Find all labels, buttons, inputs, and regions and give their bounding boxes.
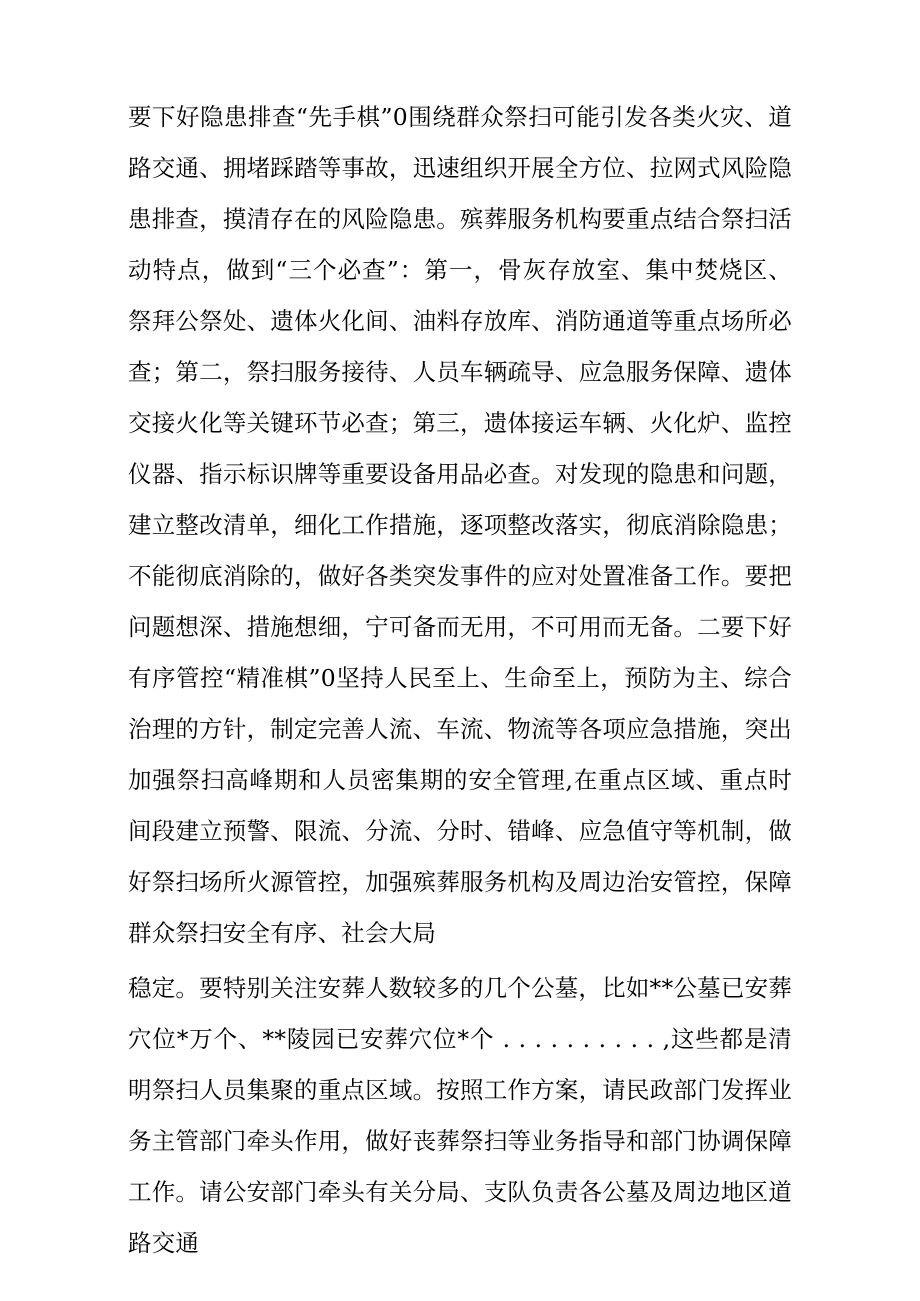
- paragraph-2: 稳定。要特别关注安葬人数较多的几个公墓，比如**公墓已安葬穴位*万个、**陵园已安葬穴位*个 . . . . . . . . . . ,这些都是清明祭扫人员集聚的重点区域。按照工作方案，请民政部门发挥业务主管部门牵头作用，做好丧葬祭扫等业务指导和部门协调保障工作。请公安部门牵头有关分局、支队负责各公墓及周边地区道路交通: [128, 974, 792, 1257]
- paragraph-1: 要下好隐患排查“先手棋”0围绕群众祭扫可能引发各类火灾、道路交通、拥堵踩踏等事故，迅速组织开展全方位、拉网式风险隐患排查，摸清存在的风险隐患。殡葬服务机构要重点结合祭扫活动特点，做到“三个必查”：第一，骨灰存放室、集中焚烧区、祭拜公祭处、遗体火化间、油料存放库、消防通道等重点场所必查；第二，祭扫服务接待、人员车辆疏导、应急服务保障、遗体交接火化等关键环节必查；第三，遗体接运车辆、火化炉、监控仪器、指示标识牌等重要设备用品必查。对发现的隐患和问题，建立整改清单，细化工作措施，逐项整改落实，彻底消除隐患；不能彻底消除的，做好各类突发事件的应对处置准备工作。要把问题想深、措施想细，宁可备而无用，不可用而无备。二要下好有序管控“精准棋”0坚持人民至上、生命至上，预防为主、综合治理的方针，制定完善人流、车流、物流等各项应急措施，突出加强祭扫高峰期和人员密集期的安全管理,在重点区域、重点时间段建立预警、限流、分流、分时、错峰、应急值守等机制，做好祭扫场所火源管控，加强殡葬服务机构及周边治安管控，保障群众祭扫安全有序、社会大局: [128, 103, 792, 947]
- document-body: [128, 92, 792, 1269]
